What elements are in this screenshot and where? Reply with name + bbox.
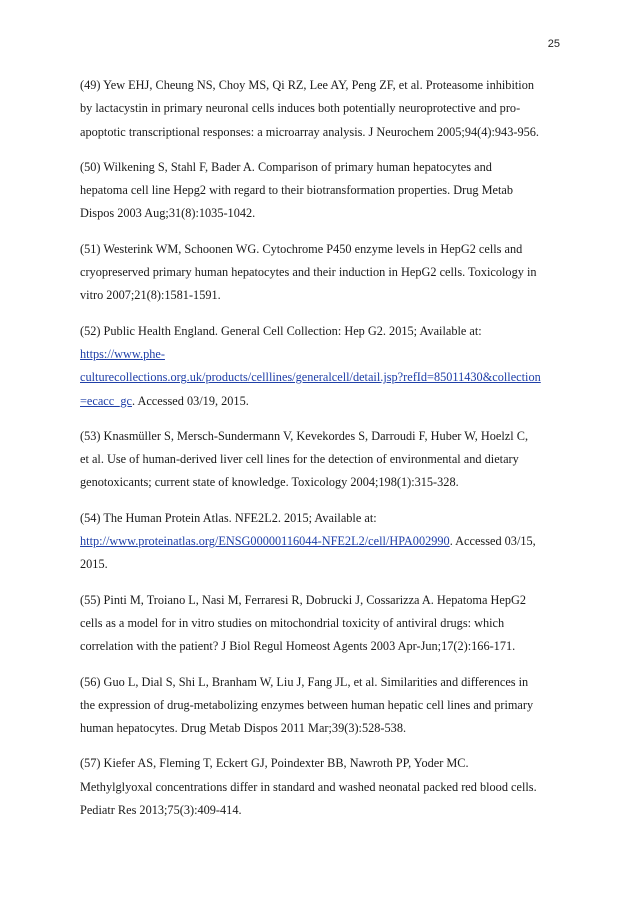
reference-line (80, 261, 564, 284)
reference-text: hepatoma cell line Hepg2 with regard to their biotransformation properties. Drug Metab (80, 183, 513, 198)
reference-line (80, 717, 564, 740)
reference-text: Dispos 2003 Aug;31(8):1035-1042. (80, 206, 256, 221)
reference-list (80, 74, 564, 834)
reference-text: cryopreserved primary human hepatocytes and their induction in HepG2 cells. Toxicology in (80, 265, 537, 280)
reference-line (80, 612, 564, 635)
reference-line (80, 507, 564, 530)
reference-line (80, 97, 564, 120)
page-number: 25 (547, 38, 560, 50)
reference-text: by lactacystin in primary neuronal cells induces both potentially neuroprotective and pro- (80, 101, 521, 116)
reference-line (80, 156, 564, 179)
reference-line (80, 238, 564, 261)
reference-text: Methylglyoxal concentrations differ in standard and washed neonatal packed red blood cells. (80, 779, 537, 794)
reference-link[interactable]: =ecacc_gc (80, 393, 132, 408)
reference-text: cells as a model for in vitro studies on mitochondrial toxicity of antiviral drugs: which (80, 615, 505, 630)
reference-entry (80, 320, 564, 413)
reference-line (80, 635, 564, 658)
reference-text: (57) Kiefer AS, Fleming T, Eckert GJ, Poindexter BB, Nawroth PP, Yoder MC. (80, 756, 469, 771)
reference-text: human hepatocytes. Drug Metab Dispos 2011 Mar;39(3):528-538. (80, 721, 407, 736)
reference-text: et al. Use of human-derived liver cell lines for the detection of environmental and dietary (80, 452, 519, 467)
reference-text: . Accessed 03/15, (449, 534, 536, 549)
reference-line (80, 530, 564, 553)
reference-text: . Accessed 03/19, 2015. (131, 393, 249, 408)
reference-line (80, 202, 564, 225)
reference-line (80, 694, 564, 717)
reference-entry (80, 156, 564, 226)
reference-line (80, 671, 564, 694)
reference-line (80, 776, 564, 799)
reference-line (80, 425, 564, 448)
reference-text: apoptotic transcriptional responses: a microarray analysis. J Neurochem 2005;94(4):943-956. (80, 124, 539, 139)
reference-text: (55) Pinti M, Troiano L, Nasi M, Ferraresi R, Dobrucki J, Cossarizza A. Hepatoma HepG2 (80, 592, 527, 607)
reference-line (80, 471, 564, 494)
reference-line (80, 589, 564, 612)
reference-link[interactable]: http://www.proteinatlas.org/ENSG00000116044-NFE2L2/cell/HPA002990 (80, 534, 450, 549)
reference-line (80, 752, 564, 775)
reference-line (80, 448, 564, 471)
reference-line (80, 74, 564, 97)
reference-text: (50) Wilkening S, Stahl F, Bader A. Comparison of primary human hepatocytes and (80, 159, 492, 174)
reference-entry (80, 74, 564, 144)
reference-text: (52) Public Health England. General Cell Collection: Hep G2. 2015; Available at: (80, 323, 482, 338)
reference-entry (80, 671, 564, 741)
reference-line (80, 320, 564, 343)
reference-text: the expression of drug-metabolizing enzymes between human hepatic cell lines and primary (80, 697, 534, 712)
reference-text: (53) Knasmüller S, Mersch-Sundermann V, Kevekordes S, Darroudi F, Huber W, Hoelzl C, (80, 428, 529, 443)
reference-line (80, 179, 564, 202)
reference-entry (80, 752, 564, 822)
reference-text: (56) Guo L, Dial S, Shi L, Branham W, Liu J, Fang JL, et al. Similarities and differences in (80, 674, 529, 689)
reference-text: correlation with the patient? J Biol Regul Homeost Agents 2003 Apr-Jun;17(2):166-171. (80, 639, 516, 654)
reference-text: 2015. (80, 557, 108, 572)
reference-link[interactable]: culturecollections.org.uk/products/celllines/generalcell/detail.jsp?refId=85011430&collection (80, 370, 541, 385)
reference-text: Pediatr Res 2013;75(3):409-414. (80, 803, 242, 818)
reference-line (80, 284, 564, 307)
reference-text: (51) Westerink WM, Schoonen WG. Cytochrome P450 enzyme levels in HepG2 cells and (80, 241, 523, 256)
reference-text: genotoxicants; current state of knowledge. Toxicology 2004;198(1):315-328. (80, 475, 459, 490)
reference-entry (80, 425, 564, 495)
reference-link[interactable]: https://www.phe- (80, 346, 165, 361)
reference-text: (54) The Human Protein Atlas. NFE2L2. 2015; Available at: (80, 510, 377, 525)
reference-entry (80, 507, 564, 577)
reference-line (80, 366, 564, 389)
reference-text: (49) Yew EHJ, Cheung NS, Choy MS, Qi RZ, Lee AY, Peng ZF, et al. Proteasome inhibition (80, 78, 535, 92)
reference-text: vitro 2007;21(8):1581-1591. (80, 288, 221, 303)
reference-entry (80, 238, 564, 308)
reference-line (80, 799, 564, 822)
reference-line (80, 343, 564, 366)
reference-line (80, 553, 564, 576)
reference-entry (80, 589, 564, 659)
reference-line (80, 121, 564, 144)
reference-line (80, 390, 564, 413)
